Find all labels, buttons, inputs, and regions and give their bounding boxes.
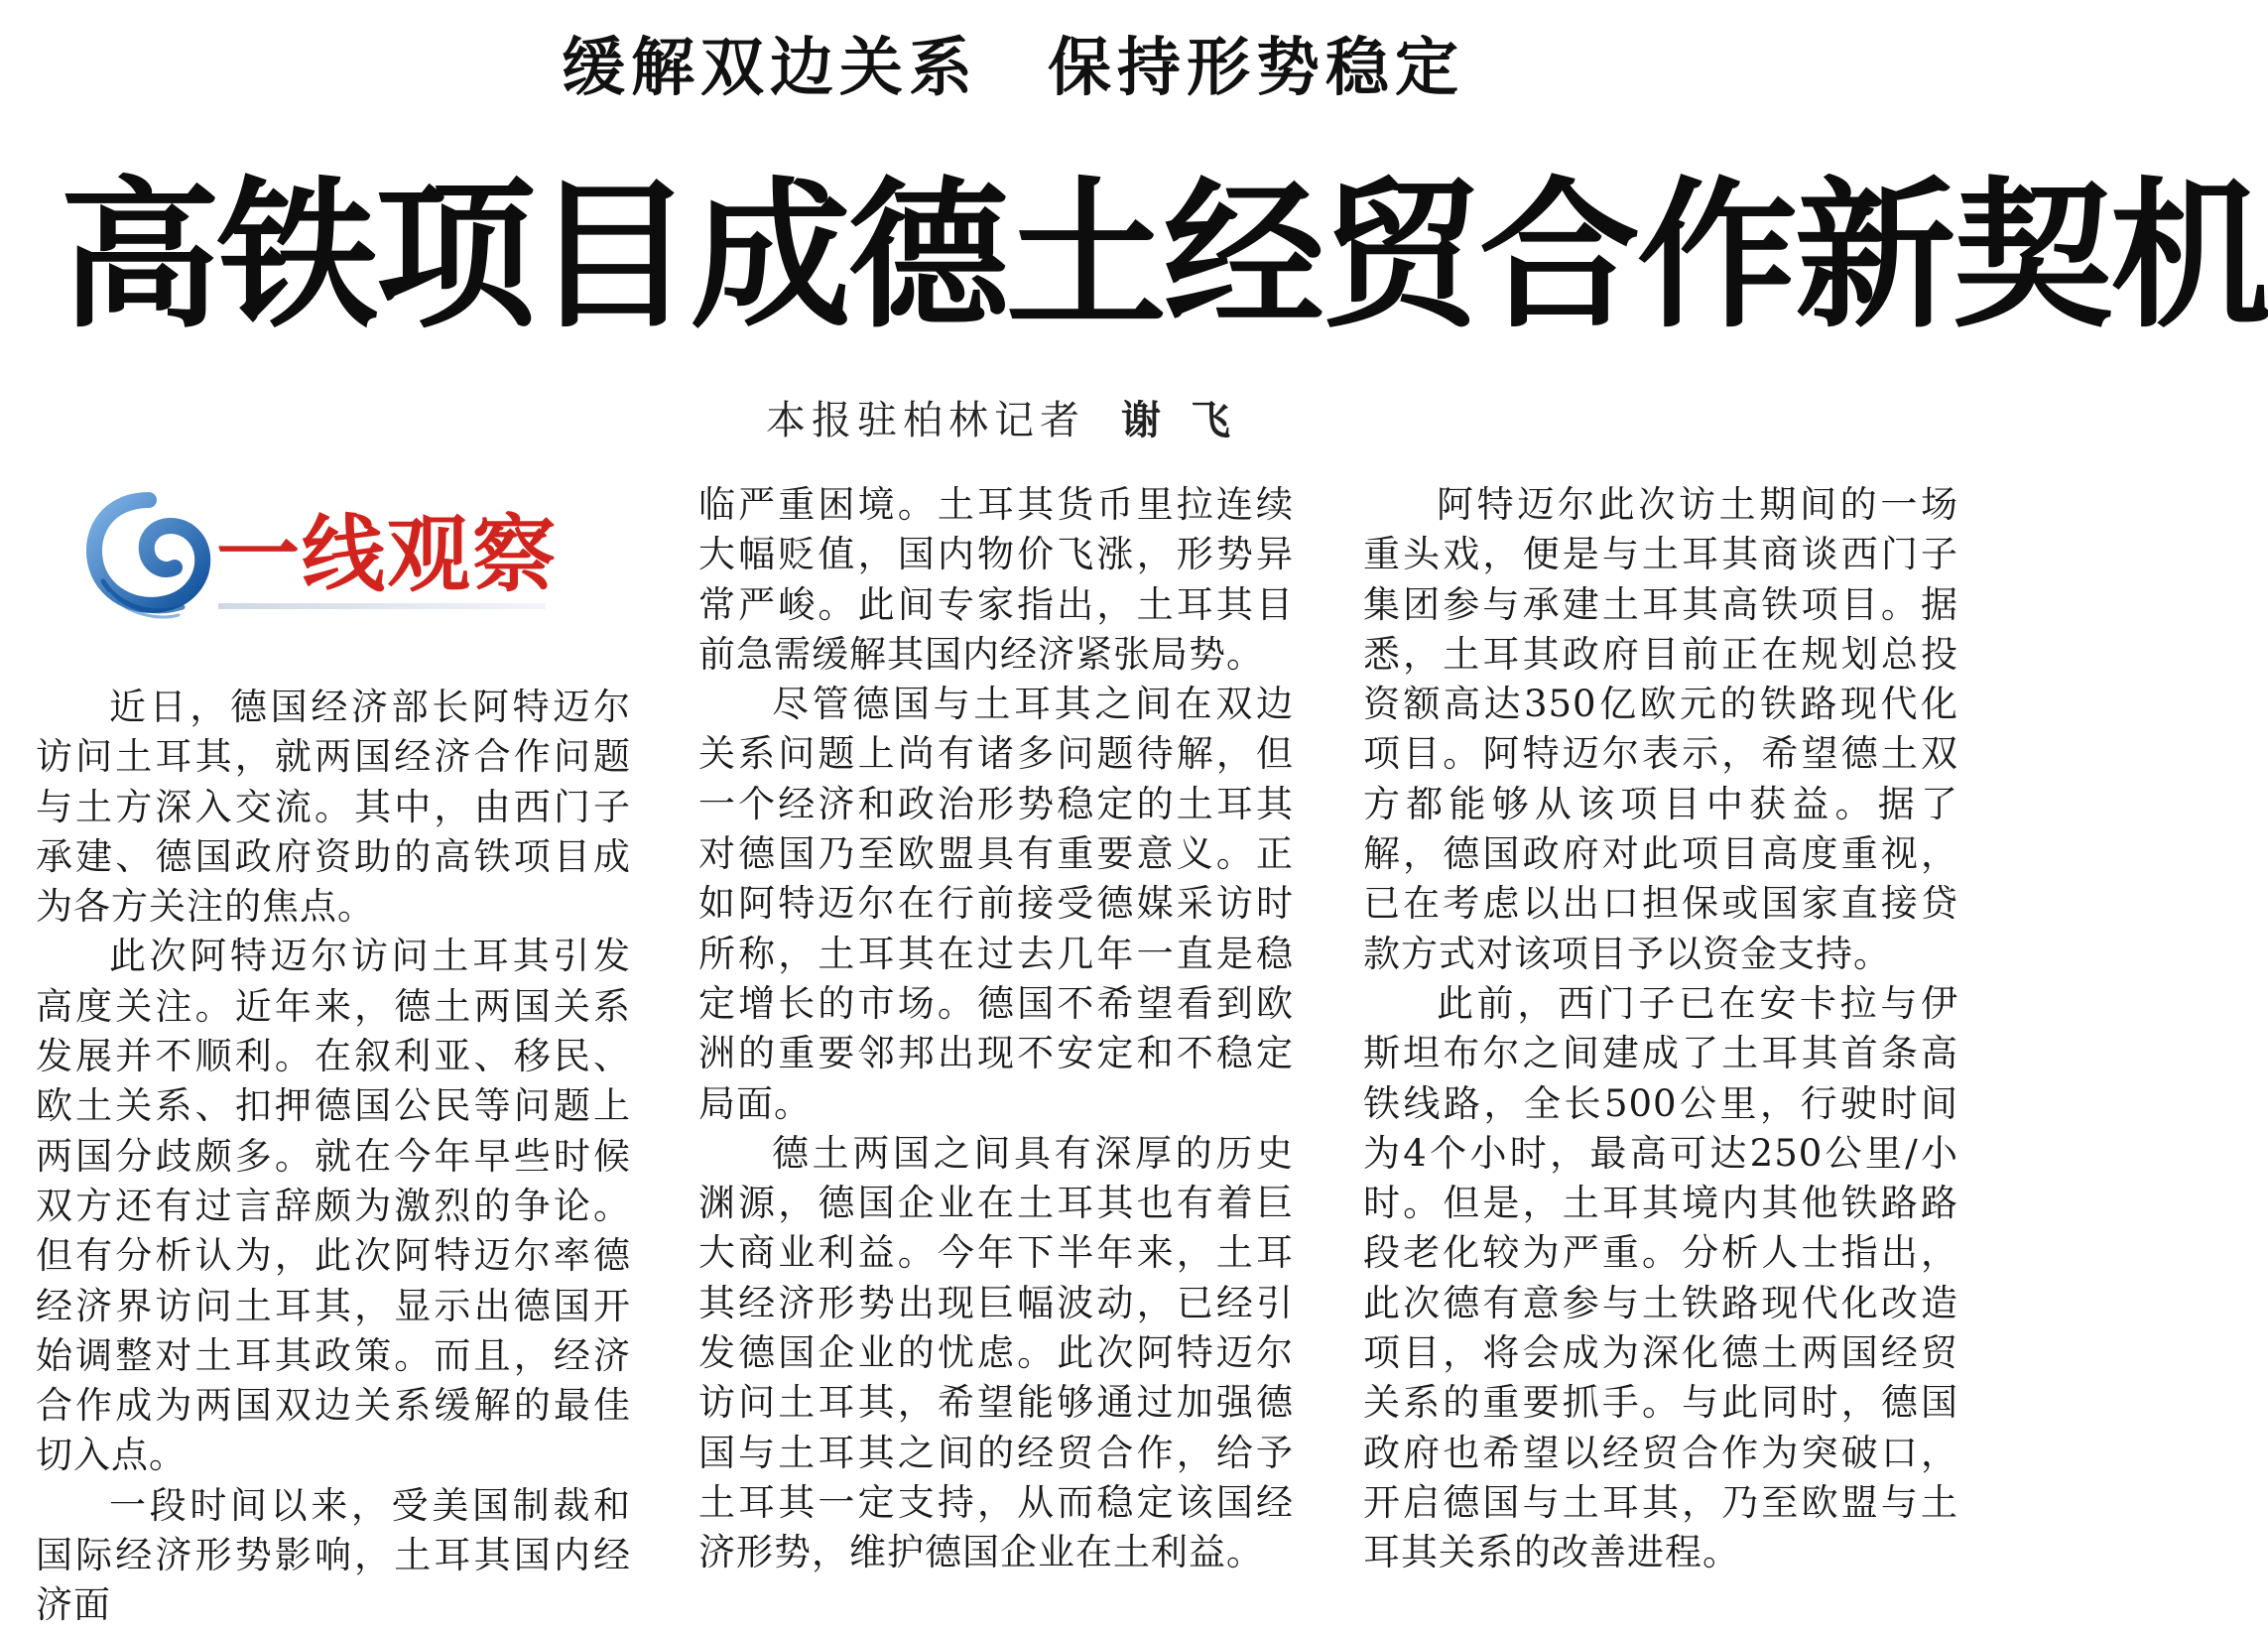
main-headline: 高铁项目成德土经贸合作新契机 (60, 162, 2268, 350)
article-column-3 (1363, 480, 1958, 1578)
article-paragraph: 临严重困境。土耳其货币里拉连续大幅贬值，国内物价飞涨，形势异常严峻。此间专家指出，土耳其目前急需缓解其国内经济紧张局势。 (698, 483, 1294, 676)
article-column-2 (698, 480, 1294, 1578)
byline-author: 谢飞 (1121, 397, 1260, 443)
article-paragraph: 尽管德国与土耳其之间在双边关系问题上尚有诸多问题待解，但一个经济和政治形势稳定的土耳其对德国乃至欧盟具有重要意义。正如阿特迈尔在行前接受德媒采访时所称，土耳其在过去几年一直是稳定增长的市场。德国不希望看到欧洲的重要邻邦出现不安定和不稳定局面。 (698, 683, 1294, 1125)
article-paragraph: 一段时间以来，受美国制裁和国际经济形势影响，土耳其国内经济面 (36, 1483, 631, 1627)
byline (0, 391, 2026, 450)
article-paragraph: 此次阿特迈尔访问土耳其引发高度关注。近年来，德土两国关系发展并不顺利。在叙利亚、移民、欧土关系、扣押德国公民等问题上两国分歧颇多。就在今年早些时候双方还有过言辞颇为激烈的争论。但有分析认为，此次阿特迈尔率德经济界访问土耳其，显示出德国开始调整对土耳其政策。而且，经济合作成为两国双边关系缓解的最佳切入点。 (36, 935, 631, 1477)
swirl-icon (79, 486, 218, 625)
article-paragraph: 阿特迈尔此次访土期间的一场重头戏，便是与土耳其商谈西门子集团参与承建土耳其高铁项目。据悉，土耳其政府目前正在规划总投资额高达350亿欧元的铁路现代化项目。阿特迈尔表示，希望德土双方都能够从该项目中获益。据了解，德国政府对此项目高度重视，已在考虑以出口担保或国家直接贷款方式对该项目予以资金支持。 (1363, 483, 1958, 975)
article-paragraph: 德土两国之间具有深厚的历史渊源，德国企业在土耳其也有着巨大商业利益。今年下半年来，土耳其经济形势出现巨幅波动，已经引发德国企业的忧虑。此次阿特迈尔访问土耳其，希望能够通过加强德国与土耳其之间的经贸合作，给予土耳其一定支持，从而稳定该国经济形势，维护德国企业在土利益。 (698, 1131, 1294, 1574)
column-logo (79, 486, 615, 625)
column-logo-underline (218, 603, 546, 609)
article-column-1 (36, 683, 631, 1631)
column-logo-text: 一线观察 (216, 505, 559, 603)
byline-prefix: 本报驻柏林记者 (766, 398, 1085, 443)
kicker-subheadline: 缓解双边关系 保持形势稳定 (562, 32, 1464, 105)
article-paragraph: 此前，西门子已在安卡拉与伊斯坦布尔之间建成了土耳其首条高铁线路，全长500公里，行驶时间为4个小时，最高可达250公里/小时。但是，土耳其境内其他铁路路段老化较为严重。分析人士指出，此次德有意参与土铁路现代化改造项目，将会成为深化德土两国经贸关系的重要抓手。与此同时，德国政府也希望以经贸合作为突破口，开启德国与土耳其，乃至欧盟与土耳其关系的改善进程。 (1363, 981, 1958, 1574)
article-paragraph: 近日，德国经济部长阿特迈尔访问土耳其，就两国经济合作问题与土方深入交流。其中，由西门子承建、德国政府资助的高铁项目成为各方关注的焦点。 (36, 686, 631, 929)
